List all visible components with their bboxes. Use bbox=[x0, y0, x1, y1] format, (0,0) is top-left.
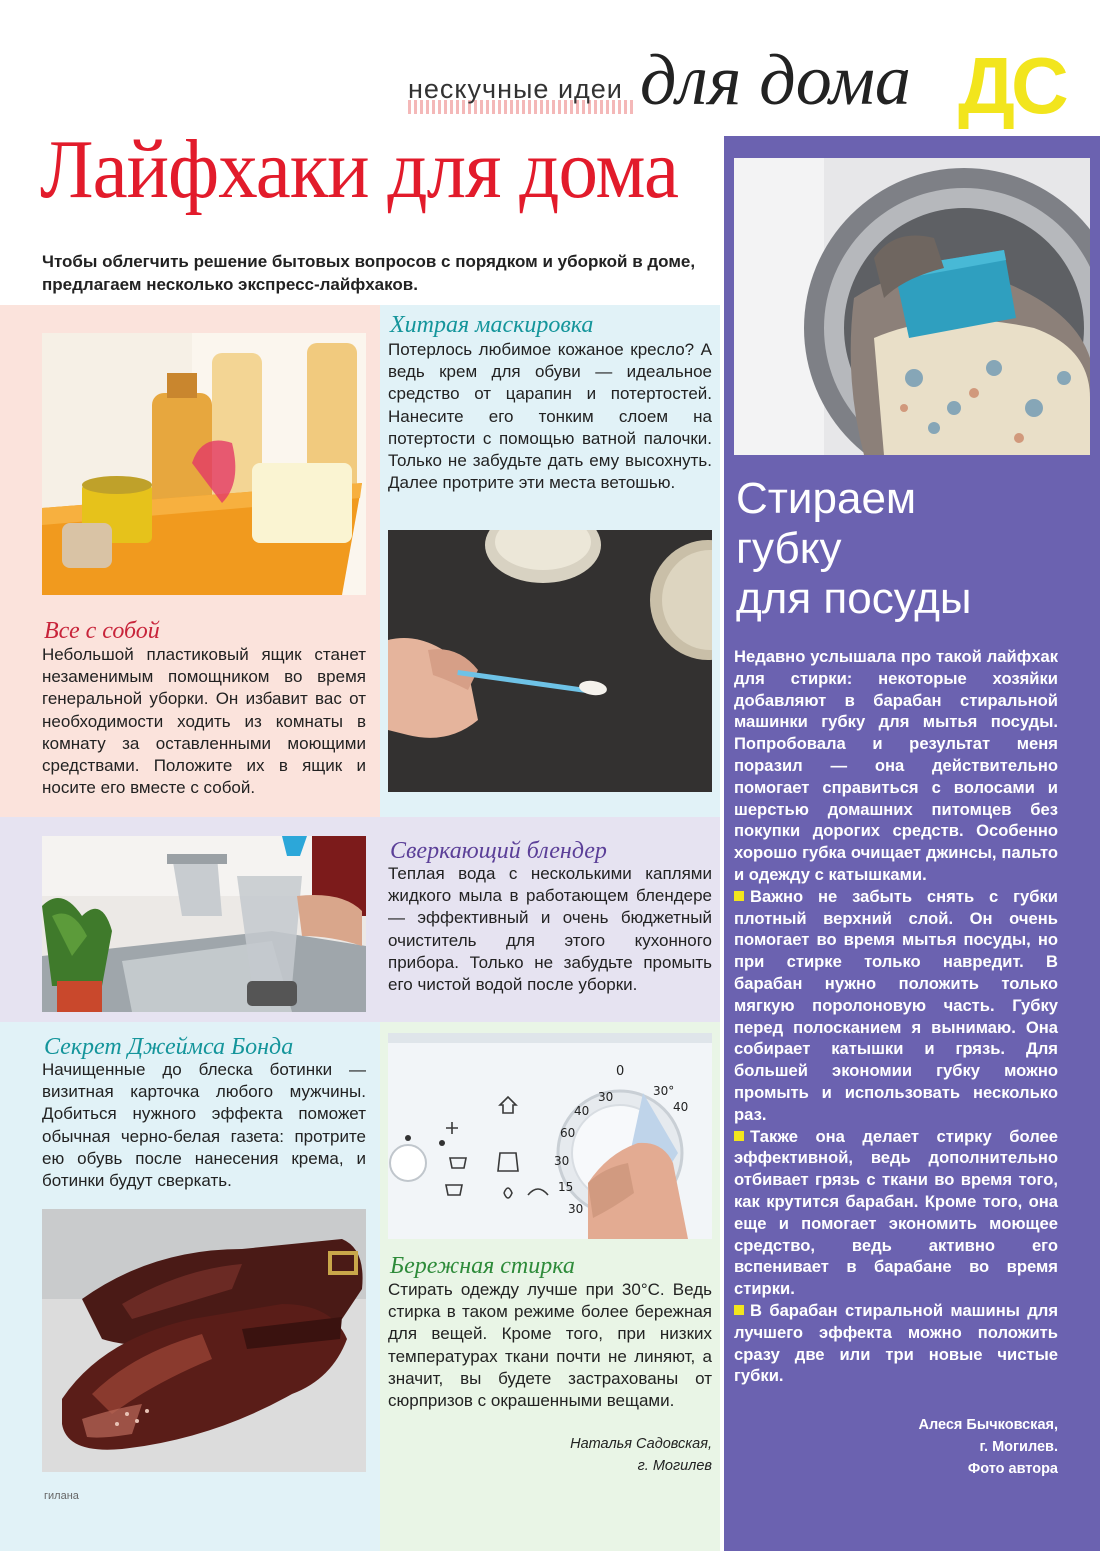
article-heading-blender: Сверкающий блендер bbox=[390, 838, 607, 864]
photo-polished-shoes bbox=[42, 1209, 366, 1472]
magazine-logo: ДС bbox=[958, 41, 1065, 130]
photo-cotton-swab bbox=[388, 530, 712, 792]
yellow-square-bullet-icon bbox=[734, 1305, 744, 1315]
signature-left-city: г. Могилев bbox=[637, 1458, 712, 1474]
sidebar-title bbox=[736, 474, 1086, 624]
article-heading-james-bond: Секрет Джеймса Бонда bbox=[44, 1034, 294, 1060]
sidebar-paragraph-text: Важно не забыть снять с губки плотный верхний слой. Он очень помогает во время мытья посуды, но при стирке только навредит. В барабан нужно положить только мягкую поролоновую часть. Губку перед полосканием я вынимаю. Она собирает катышки и грязь. Для большей экономии губку можно промыть и использовать несколько раз. bbox=[734, 886, 1058, 1124]
sidebar-signature-city: г. Могилев. bbox=[979, 1439, 1058, 1455]
dial-label: 0 bbox=[616, 1064, 625, 1079]
sidebar-paragraph bbox=[734, 886, 1058, 1126]
article-text-blender: Теплая вода с несколькими каплями жидкого мыла в работающем блендере — эффективный и очень бюджетный очиститель для этого кухонного прибора. Только не забудьте промыть его чистой водой после уборки. bbox=[388, 864, 712, 995]
photo-washing-machine-sponge bbox=[734, 158, 1090, 455]
dial-label: 30 bbox=[554, 1154, 570, 1168]
header-kicker: нескучные идеи bbox=[408, 74, 623, 104]
article-heading-gentle-wash: Бережная стирка bbox=[390, 1253, 575, 1279]
sidebar-paragraph-text: Также она делает стирку более эффективной, ведь дополнительно отбивает грязь с ткани во время того, как крутится барабан. Кроме того, она еще и помогает экономить моющее средство, ведь активно его вспенивает в барабане во время стирки. bbox=[734, 1126, 1058, 1299]
image-credit: гилана bbox=[44, 1490, 79, 1502]
sidebar-signature bbox=[860, 1414, 1058, 1480]
sidebar-paragraph: Недавно услышала про такой лайфхак для стирки: некоторые хозяйки добавляют в барабан стиральной машинки губку для мытья посуды. Попробовала и результат меня поразил — она действительно помогает справиться с волосами и шерстью домашних питомцев без покупки дорогих средств. Особенно хорошо губка очищает джинсы, пальто и одежду с катышками. bbox=[734, 647, 1058, 884]
photo-washing-dial bbox=[388, 1033, 712, 1239]
sidebar-signature-name: Алеся Бычковская, bbox=[918, 1417, 1058, 1433]
dial-label: 30 bbox=[568, 1202, 584, 1216]
sidebar-photo-credit: Фото автора bbox=[967, 1461, 1058, 1477]
article-text-gentle-wash: Стирать одежду лучше при 30°С. Ведь стирка в таком режиме более бережная для вещей. Кроме того, при низких температурах ткани почти не линяют, а значит, вы будете застрахованы от сюрпризов с окрашенными вещами. bbox=[388, 1280, 712, 1411]
article-text-masking: Потерлось любимое кожаное кресло? А ведь крем для обуви — идеальное средство от царапин и потертостей. Нанесите его тонким слоем на потертости с помощью ватной палочки. Только не забудьте дать ему высохнуть. Далее протрите эти места ветошью. bbox=[388, 340, 712, 493]
dial-label: 30° bbox=[653, 1084, 675, 1098]
sidebar-paragraph bbox=[734, 1300, 1058, 1387]
dial-label: 15 bbox=[558, 1180, 574, 1194]
article-heading-all-with-you: Все с собой bbox=[44, 618, 160, 644]
yellow-square-bullet-icon bbox=[734, 1131, 744, 1141]
lead-paragraph: Чтобы облегчить решение бытовых вопросов с порядком и уборкой в доме, предлагаем несколько экспресс-лайфхаков. bbox=[42, 252, 696, 294]
yellow-square-bullet-icon bbox=[734, 891, 744, 901]
sidebar-title-line: губку bbox=[736, 524, 842, 573]
article-text-all-with-you: Небольшой пластиковый ящик станет незаменимым помощником во время генеральной уборки. Он избавит вас от необходимости ходить из комнаты в комнату за оставленными моющими средствами. Положите их в ящик и носите его вместе с собой. bbox=[42, 645, 366, 798]
article-text-james-bond: Начищенные до блеска ботинки — визитная карточка любого мужчины. Добиться нужного эффекта поможет обычная черно-белая газета: протрите ею обувь после нанесения крема, и ботинки будут сверкать. bbox=[42, 1060, 366, 1191]
sidebar-body bbox=[734, 646, 1058, 1387]
page-title: Лайфхаки для дома bbox=[40, 123, 679, 216]
dial-label: 60 bbox=[560, 1126, 576, 1140]
dial-label: 30 bbox=[598, 1090, 614, 1104]
photo-blender bbox=[42, 836, 366, 1012]
signature-left-name: Наталья Садовская, bbox=[570, 1436, 712, 1452]
photo-cleaning-box bbox=[42, 333, 366, 595]
article-heading-masking: Хитрая маскировка bbox=[390, 312, 594, 338]
dial-label: 40 bbox=[673, 1100, 689, 1114]
sidebar-paragraph-text: В барабан стиральной машины для лучшего эффекта можно положить сразу две или три новые чистые губки. bbox=[734, 1300, 1058, 1386]
sidebar-title-line: Стираем bbox=[736, 474, 917, 523]
sidebar-title-line: для посуды bbox=[736, 574, 972, 623]
header-rubric: для дома bbox=[640, 40, 911, 120]
dial-label: 40 bbox=[574, 1104, 590, 1118]
sidebar-paragraph bbox=[734, 1126, 1058, 1300]
